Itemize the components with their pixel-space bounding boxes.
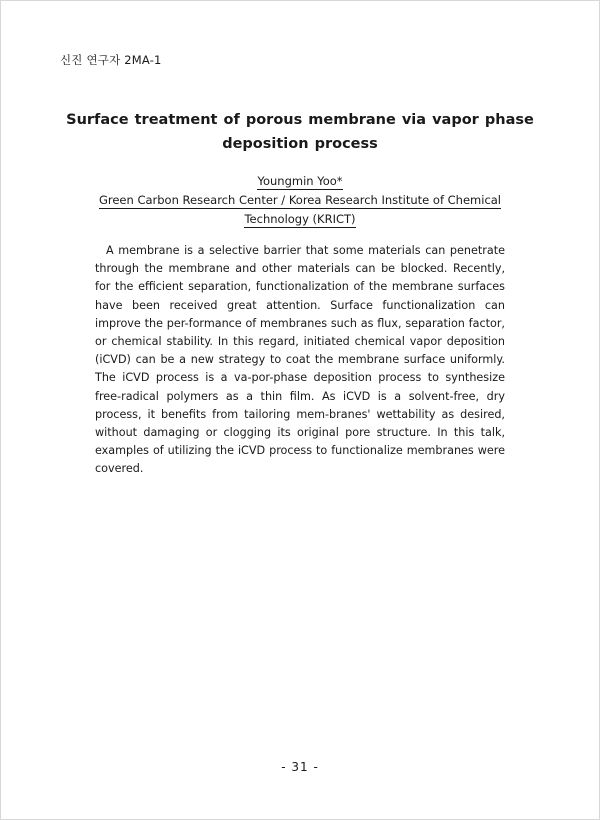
paper-title bbox=[60, 108, 540, 156]
author-name: Youngmin Yoo* bbox=[257, 174, 343, 188]
title-line-1: Surface treatment of porous membrane via vapor phase bbox=[66, 112, 534, 128]
affiliation-line-2: Technology (KRICT) bbox=[244, 212, 356, 226]
session-code: 신진 연구자 2MA-1 bbox=[60, 53, 162, 67]
title-line-2: deposition process bbox=[222, 136, 378, 152]
page-number: - 31 - bbox=[281, 760, 319, 774]
affiliation-line-1: Green Carbon Research Center / Korea Research Institute of Chemical bbox=[98, 193, 502, 207]
abstract-text: A membrane is a selective barrier that some materials can penetrate through the membrane and other materials can be blocked. Recently, for the efficient separation, functionalization of the membrane surfaces have been received great attention. Surface functionalization can improve the per-formance of membranes such as flux, separation factor, or chemical stability. In this regard, initiated chemical vapor deposition (iCVD) can be a new strategy to coat the membrane surface uniformly. The iCVD process is a va-por-phase deposition process to synthesize free-radical polymers as a thin film. As iCVD is a solvent-free, dry process, it benefits from tailoring mem-branes' wettability as desired, without damaging or clogging its original pore structure. In this talk, examples of utilizing the iCVD process to functionalize membranes were covered. bbox=[95, 244, 505, 476]
author-block bbox=[60, 173, 540, 230]
